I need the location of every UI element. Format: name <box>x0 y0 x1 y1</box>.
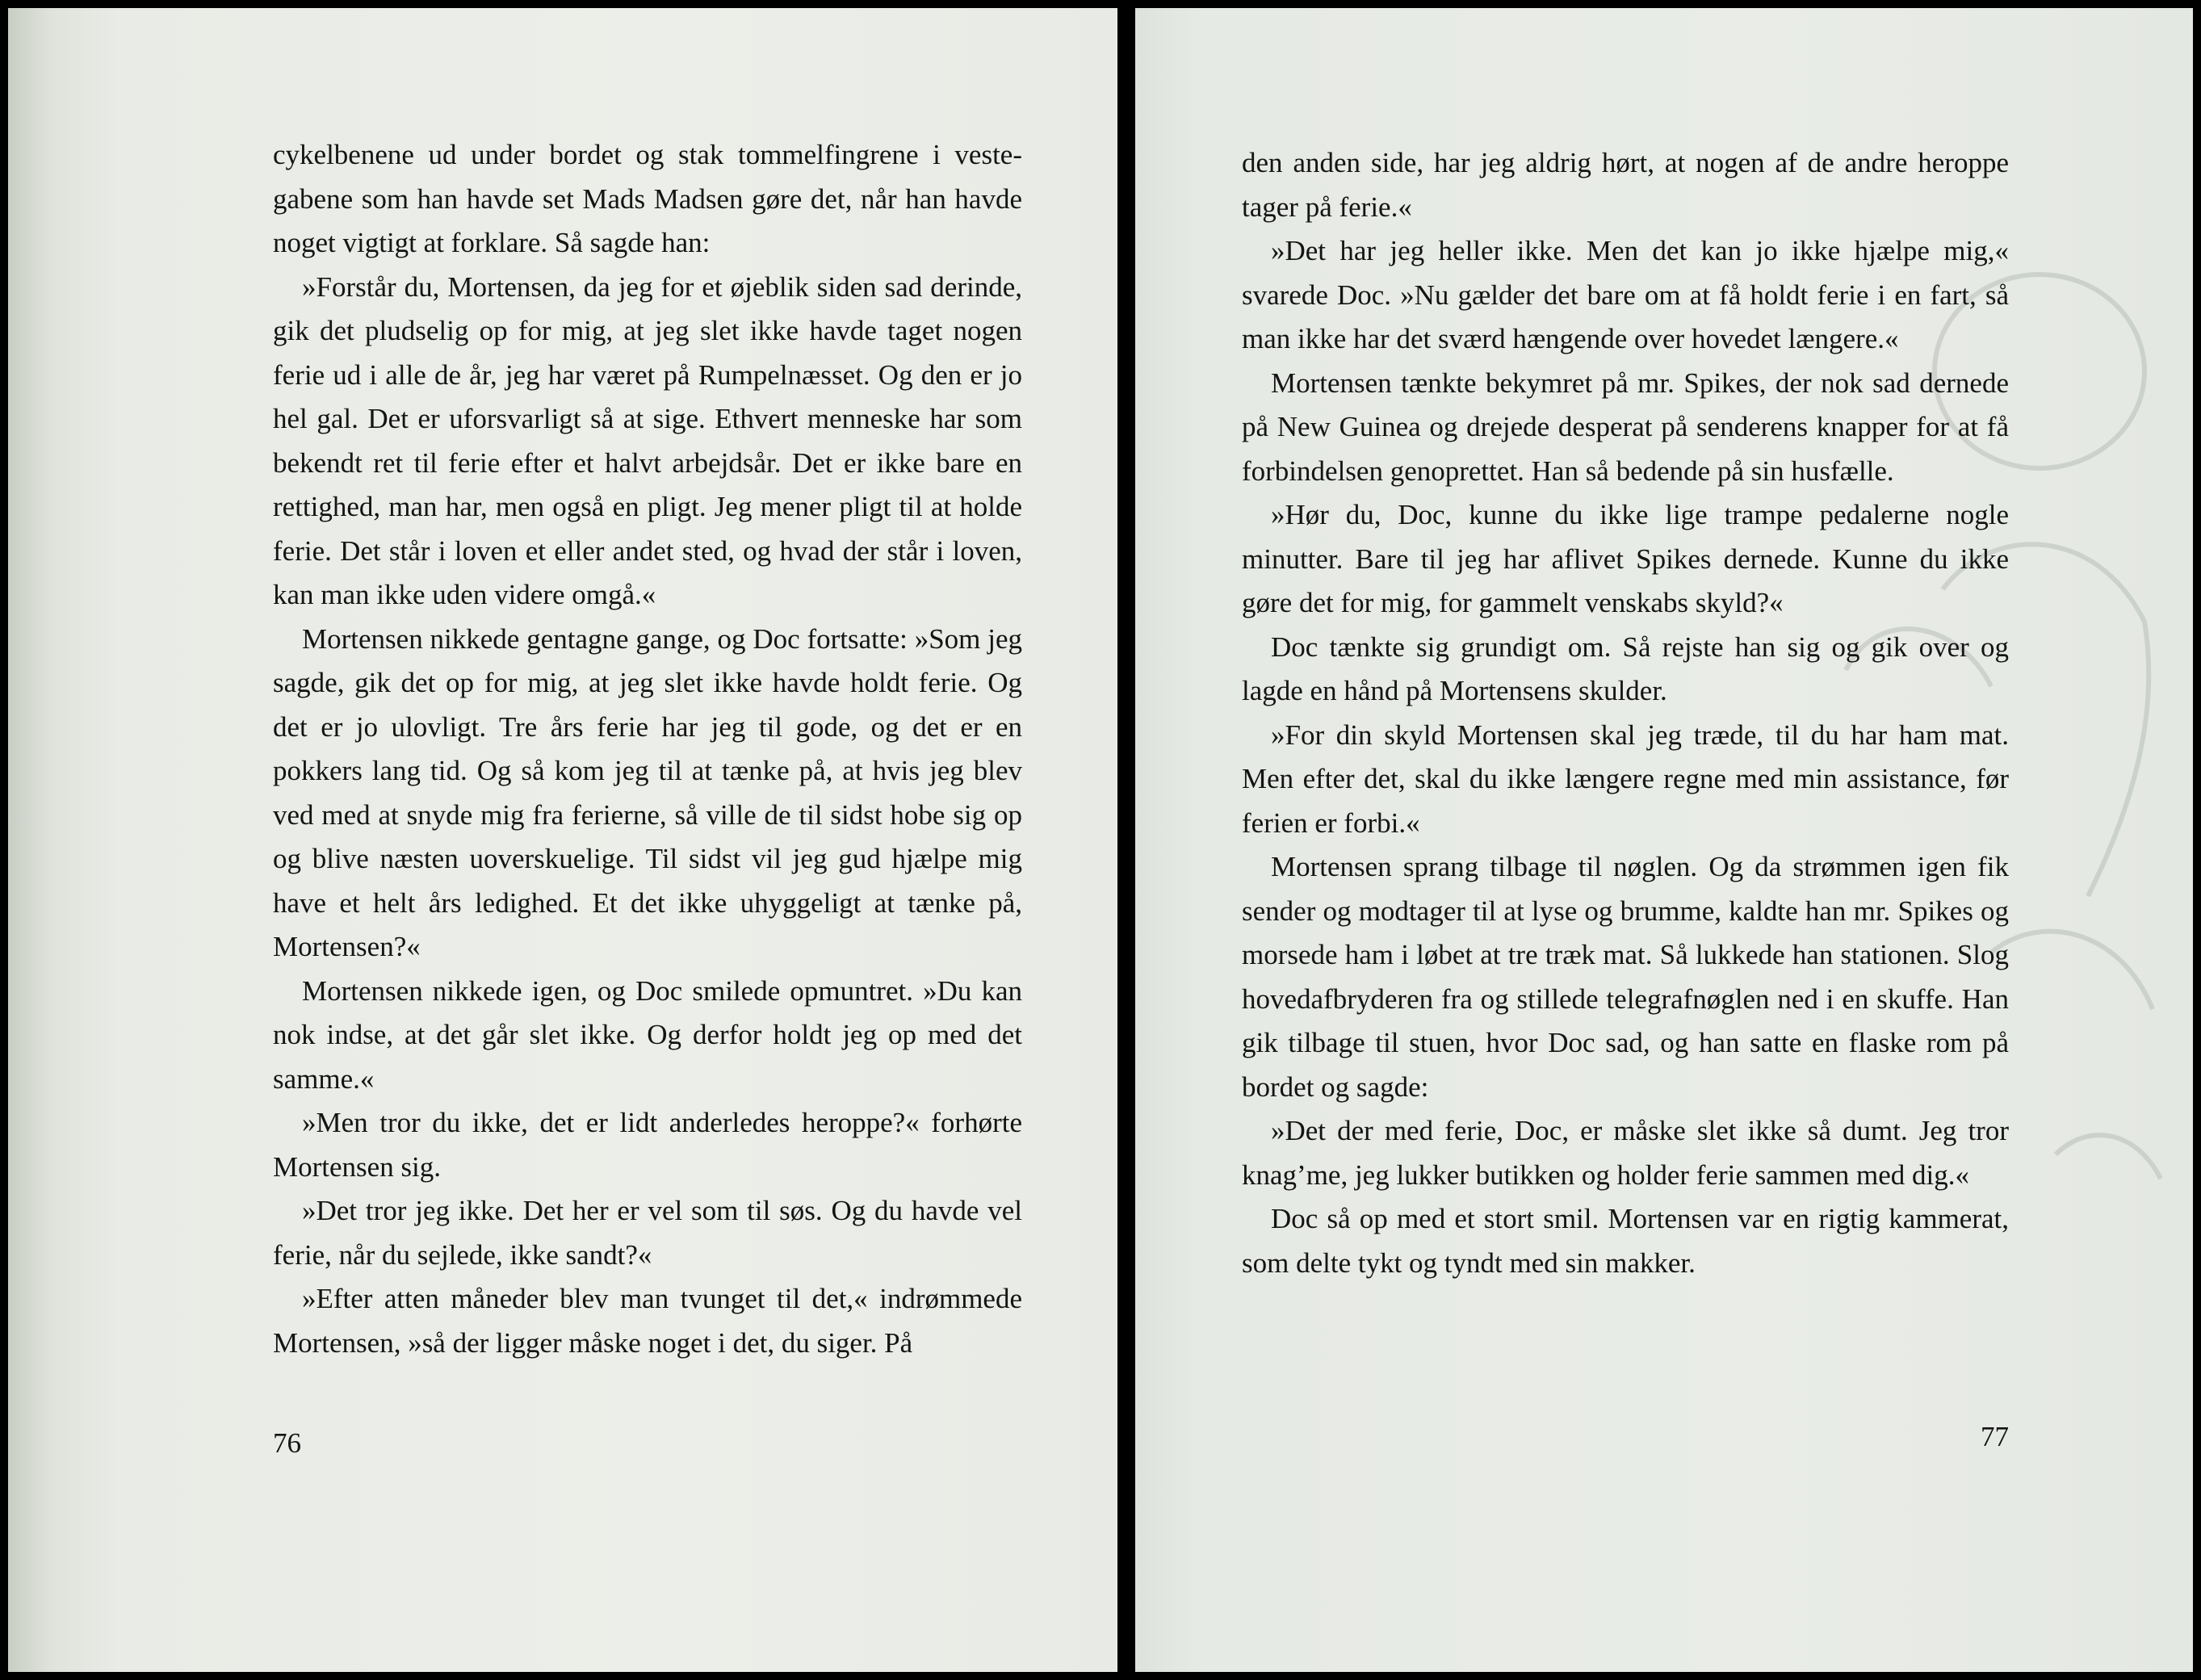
paragraph: Doc så op med et stort smil. Mortensen var en rigtig kammerat, som delte tykt og tyndt med sin makker. <box>1242 1203 2009 1279</box>
right-page <box>1135 8 2193 1672</box>
paragraph: »Forstår du, Mortensen, da jeg for et øjeblik siden sad derinde, gik det pludselig op for mig, at jeg slet ikke havde taget nogen ferie ud i alle de år, jeg har været på Rumpelnæsset. Og den er jo hel gal. Det er uforsvarligt så at sige. Ethvert menneske har som bekendt ret til ferie efter et halvt arbejdsår. Det er ikke bare en rettighed, man har, men også en pligt. Jeg mener pligt til at holde ferie. Det står i loven et eller andet sted, og hvad der står i loven, kan man ikke uden videre omgå.« <box>273 270 1022 610</box>
paragraph: cykelbenene ud under bordet og stak tommelfingrene i vestegabene som han havde set Mads Madsen gøre det, når han havde noget vigtigt at forklare. Så sagde han: <box>273 139 1022 258</box>
paragraph: »Hør du, Doc, kunne du ikke lige trampe pedalerne nogle minutter. Bare til jeg har aflivet Spikes dernede. Kunne du ikke gøre det for mig, for gammelt venskabs skyld?« <box>1242 499 2009 618</box>
paragraph: Mortensen nikkede igen, og Doc smilede opmuntret. »Du kan nok indse, at det går slet ikke. Og derfor holdt jeg op med det samme.« <box>273 974 1022 1095</box>
page-number-left: 76 <box>273 1427 301 1459</box>
right-page-text <box>1242 141 2009 1285</box>
paragraph: »Det tror jeg ikke. Det her er vel som til søs. Og du havde vel ferie, når du sejlede, ikke sandt?« <box>273 1195 1022 1271</box>
paragraph: Mortensen tænkte bekymret på mr. Spikes, der nok sad dernede på New Guinea og drejede desperat på senderens knapper for at få forbindelsen genoprettet. Han så bedende på sin husfælle. <box>1242 367 2009 487</box>
paragraph: »For din skyld Mortensen skal jeg træde, til du har ham mat. Men efter det, skal du ikke længere regne med min assistance, før ferien er forbi.« <box>1242 719 2009 839</box>
paragraph: »Det der med ferie, Doc, er måske slet ikke så dumt. Jeg tror knag’me, jeg lukker butikken og holder ferie sammen med dig.« <box>1242 1115 2009 1191</box>
paragraph: Mortensen sprang tilbage til nøglen. Og da strømmen igen fik sender og modtager til at lyse og brumme, kaldte han mr. Spikes og morsede ham i løbet at tre træk mat. Så lukkede han stationen. Slog hovedafbryderen fra og stillede telegrafnøglen ned i en skuffe. Han gik tilbage til stuen, hvor Doc sad, og han satte en flaske rom på bordet og sagde: <box>1242 851 2009 1103</box>
paragraph: Mortensen nikkede gentagne gange, og Doc fortsatte: »Som jeg sagde, gik det op for mig, at jeg slet ikke havde holdt ferie. Og det er jo ulovligt. Tre års ferie har jeg til gode, og det er en pokkers lang tid. Og så kom jeg til at tænke på, at hvis jeg blev ved med at snyde mig fra ferierne, så ville de til sidst hobe sig op og blive næsten uoverskuelige. Til sidst vil jeg gud hjælpe mig have et helt års ledighed. Et det ikke uhyggeligt at tænke på, Mortensen?« <box>273 622 1022 962</box>
page-number-right: 77 <box>1981 1421 2009 1452</box>
paragraph: »Men tror du ikke, det er lidt anderledes heroppe?« forhørte Mortensen sig. <box>273 1107 1022 1183</box>
left-page-text <box>273 133 1022 1365</box>
paragraph: den anden side, har jeg aldrig hørt, at nogen af de andre heroppe tager på ferie.« <box>1242 147 2009 223</box>
paragraph: Doc tænkte sig grundigt om. Så rejste han sig og gik over og lagde en hånd på Mortensens skulder. <box>1242 631 2009 706</box>
paragraph: »Det har jeg heller ikke. Men det kan jo ikke hjælpe mig,« svarede Doc. »Nu gælder det bare om at få holdt ferie i en fart, så man ikke har det sværd hængende over hovedet længere.« <box>1242 235 2009 354</box>
paragraph: »Efter atten måneder blev man tvunget til det,« indrømmede Mortensen, »så der ligger måske noget i det, du siger. På <box>273 1283 1022 1359</box>
left-page <box>8 8 1117 1672</box>
